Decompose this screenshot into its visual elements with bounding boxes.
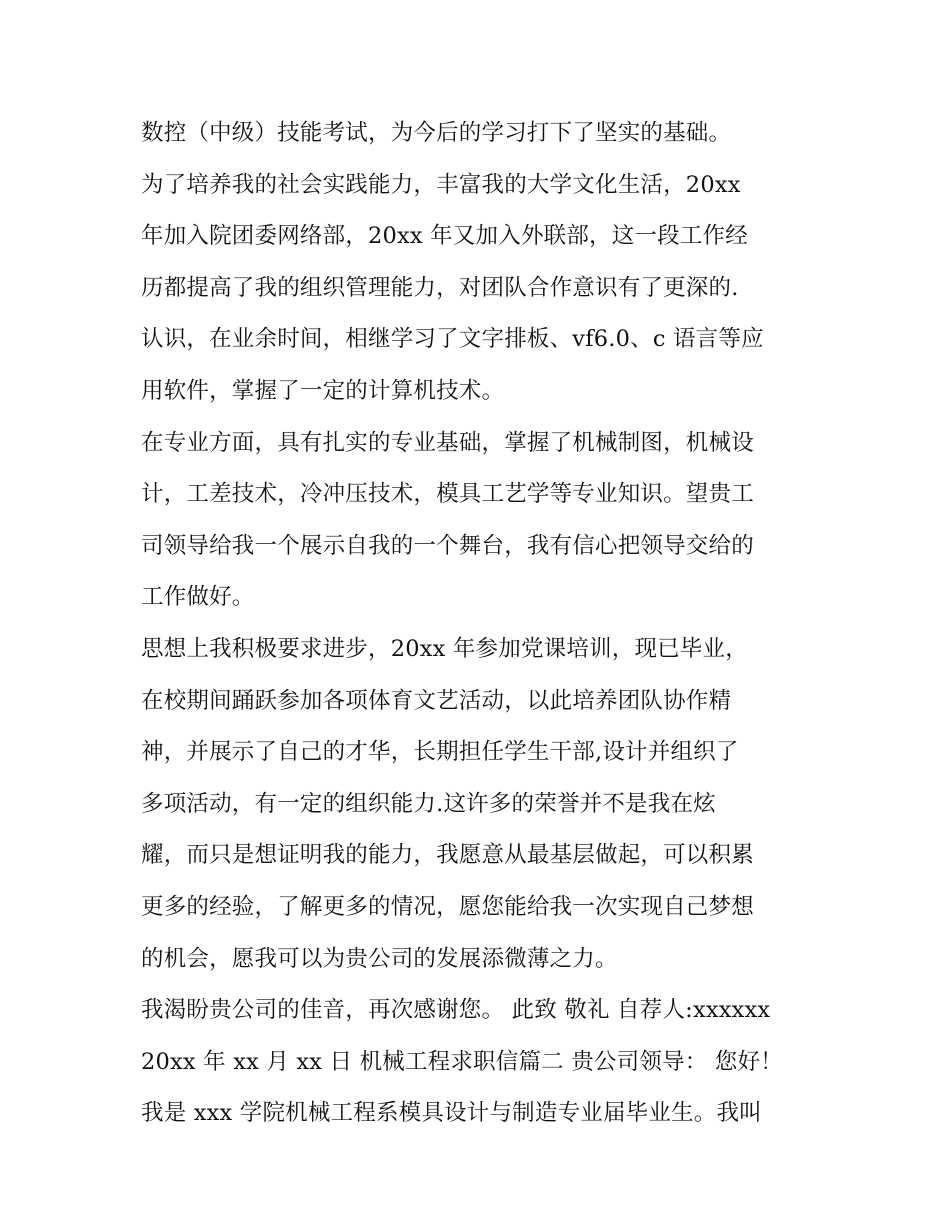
text-line: 更多的经验，了解更多的情况，愿您能给我一次实现自己梦想 xyxy=(141,893,754,920)
text-line: 思想上我积极要求进步，20xx 年参加党课培训，现已毕业， xyxy=(141,635,748,662)
text-line: 神，并展示了自己的才华，长期担任学生干部,设计并组织了 xyxy=(141,739,739,766)
letter-body xyxy=(141,108,841,1140)
text-line: 在校期间踊跃参加各项体育文艺活动，以此培养团队协作精 xyxy=(141,687,732,714)
text-line: 在专业方面，具有扎实的专业基础，掌握了机械制图，机械设 xyxy=(141,429,754,456)
text-line: 多项活动，有一定的组织能力.这许多的荣誉并不是我在炫 xyxy=(141,790,716,817)
text-line: 耀，而只是想证明我的能力，我愿意从最基层做起，可以积累 xyxy=(141,842,754,869)
text-line: 工作做好。 xyxy=(141,584,255,611)
text-line: 我渴盼贵公司的佳音，再次感谢您。 此致 敬礼 自荐人:xxxxxx xyxy=(141,997,771,1024)
text-line: 为了培养我的社会实践能力，丰富我的大学文化生活，20xx xyxy=(141,171,741,198)
text-line: 历都提高了我的组织管理能力，对团队合作意识有了更深的. xyxy=(141,274,739,301)
text-line: 我是 xxx 学院机械工程系模具设计与制造专业届毕业生。我叫 xyxy=(141,1100,762,1127)
text-line: 的机会，愿我可以为贵公司的发展添微薄之力。 xyxy=(141,945,618,972)
text-line: 用软件，掌握了一定的计算机技术。 xyxy=(141,377,505,404)
text-line: 认识，在业余时间，相继学习了文字排板、vf6.0、c 语言等应 xyxy=(141,326,764,353)
text-line: 20xx 年 xx 月 xx 日 机械工程求职信篇二 贵公司领导： 您好！ xyxy=(141,1048,783,1075)
text-line: 计，工差技术，冷冲压技术，模具工艺学等专业知识。望贵工 xyxy=(141,481,754,508)
text-line: 数控（中级）技能考试，为今后的学习打下了坚实的基础。 xyxy=(141,120,732,146)
text-line: 司领导给我一个展示自我的一个舞台，我有信心把领导交给的 xyxy=(141,532,754,559)
text-line: 年加入院团委网络部，20xx 年又加入外联部，这一段工作经 xyxy=(141,223,748,250)
